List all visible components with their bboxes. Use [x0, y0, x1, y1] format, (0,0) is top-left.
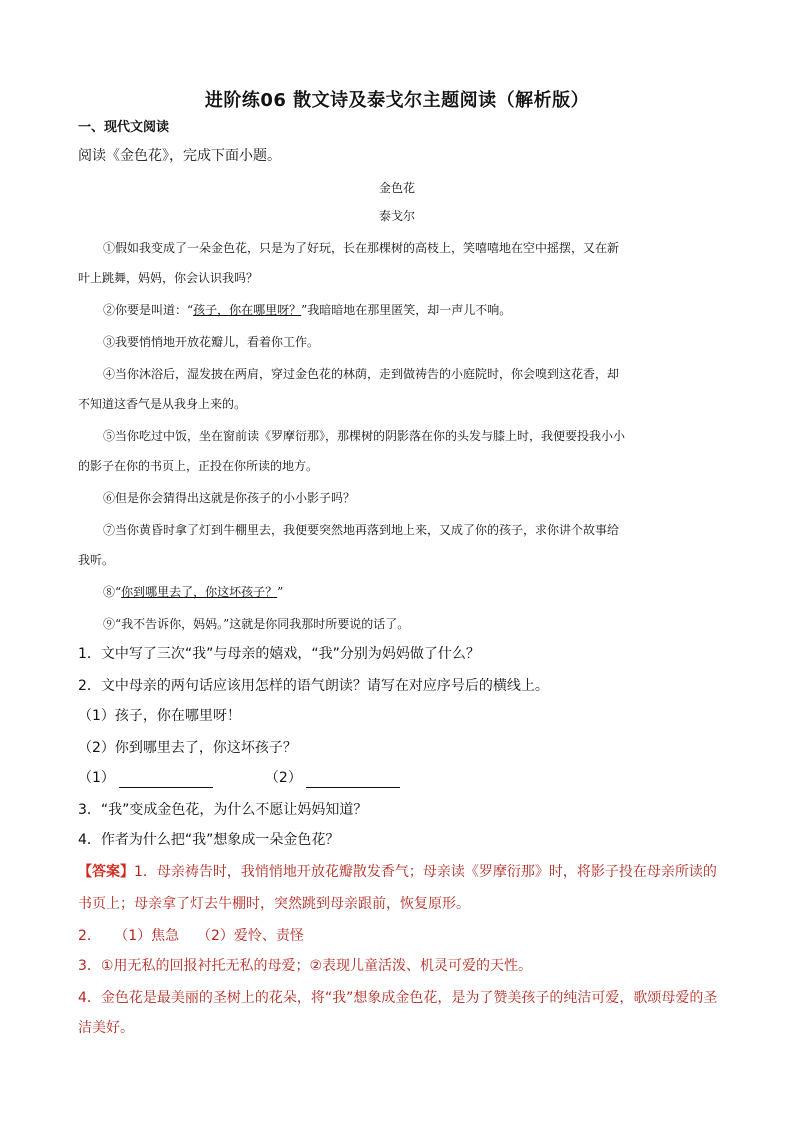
- answer-4-cont: 洁美好。: [78, 1020, 134, 1036]
- poem-paragraph-1: ①假如我变成了一朵金色花，只是为了好玩，长在那棵树的高枝上，笑嘻嘻地在空中摇摆，又在新: [103, 241, 620, 255]
- instruction: 阅读《金色花》，完成下面小题。: [78, 148, 281, 164]
- underlined-quote-1: 孩子，你在哪里呀？: [193, 303, 302, 317]
- answer-4: 4．金色花是最美丽的圣树上的花朵，将“我”想象成金色花，是为了赞美孩子的纯洁可爱，歌颂母爱的圣: [78, 990, 718, 1006]
- answer-1-cont: 书页上；母亲拿了灯去牛棚时，突然跳到母亲跟前，恢复原形。: [78, 896, 470, 912]
- poem-paragraph-1-cont: 叶上跳舞，妈妈，你会认识我吗？: [78, 271, 259, 285]
- poem-paragraph-6: ⑥但是你会猜得出这就是你孩子的小小影子吗？: [103, 491, 356, 505]
- poem-paragraph-4-cont: 不知道这香气是从我身上来的。: [78, 397, 247, 411]
- question-3: 3．“我”变成金色花，为什么不愿让妈妈知道？: [78, 802, 368, 818]
- question-2: 2．文中母亲的两句话应该用怎样的语气朗读？请写在对应序号后的横线上。: [78, 678, 549, 694]
- question-4: 4．作者为什么把“我”想象成一朵金色花？: [78, 832, 340, 848]
- answer-blank-1[interactable]: [119, 773, 213, 788]
- poem-paragraph-2: ②你要是叫道：“孩子，你在哪里呀？”我暗暗地在那里匿笑，却一声儿不响。: [103, 303, 512, 317]
- answer-blanks: （1） （2）: [78, 768, 404, 788]
- section-heading: 一、现代文阅读: [78, 120, 170, 135]
- poem-paragraph-5: ⑤当你吃过中饭，坐在窗前读《罗摩衍那》，那棵树的阴影落在你的头发与膝上时，我便要投我小小: [103, 429, 626, 443]
- page-title: 进阶练06 散文诗及泰戈尔主题阅读（解析版）: [204, 90, 590, 111]
- underlined-quote-2: 你到哪里去了，你这坏孩子？: [121, 585, 278, 599]
- poem-paragraph-7: ⑦当你黄昏时拿了灯到牛棚里去，我便要突然地再落到地上来，又成了你的孩子，求你讲个故事给: [103, 523, 620, 537]
- question-2-item-2: （2）你到哪里去了，你这坏孩子？: [78, 740, 297, 756]
- poem-paragraph-5-cont: 的影子在你的书页上，正投在你所读的地方。: [78, 459, 319, 473]
- answer-3: 3．①用无私的回报衬托无私的母爱；②表现儿童活泼、机灵可爱的天性。: [78, 958, 533, 974]
- poem-title: 金色花: [378, 181, 415, 195]
- answer-2: 2． （1）焦急 （2）爱怜、责怪: [78, 928, 304, 944]
- question-2-item-1: （1）孩子，你在哪里呀！: [78, 708, 241, 724]
- answer-1: 【答案】1．母亲祷告时，我悄悄地开放花瓣散发香气；母亲读《罗摩衍那》时，将影子投在母亲所读的: [78, 864, 717, 880]
- poem-paragraph-7-cont: 我听。: [78, 553, 115, 567]
- question-1: 1．文中写了三次“我”与母亲的嬉戏，“我”分别为妈妈做了什么？: [78, 646, 480, 662]
- poem-paragraph-3: ③我要悄悄地开放花瓣儿，看着你工作。: [103, 335, 320, 349]
- poem-paragraph-8: ⑧“你到哪里去了，你这坏孩子？”: [103, 585, 284, 599]
- poem-author: 泰戈尔: [378, 209, 415, 223]
- answer-tag: 【答案】: [78, 864, 134, 880]
- answer-blank-2[interactable]: [306, 773, 400, 788]
- poem-paragraph-4: ④当你沐浴后，湿发披在两肩，穿过金色花的林荫，走到做祷告的小庭院时，你会嗅到这花香，却: [103, 367, 620, 381]
- poem-paragraph-9: ⑨“我不告诉你，妈妈。”这就是你同我那时所要说的话了。: [103, 617, 410, 631]
